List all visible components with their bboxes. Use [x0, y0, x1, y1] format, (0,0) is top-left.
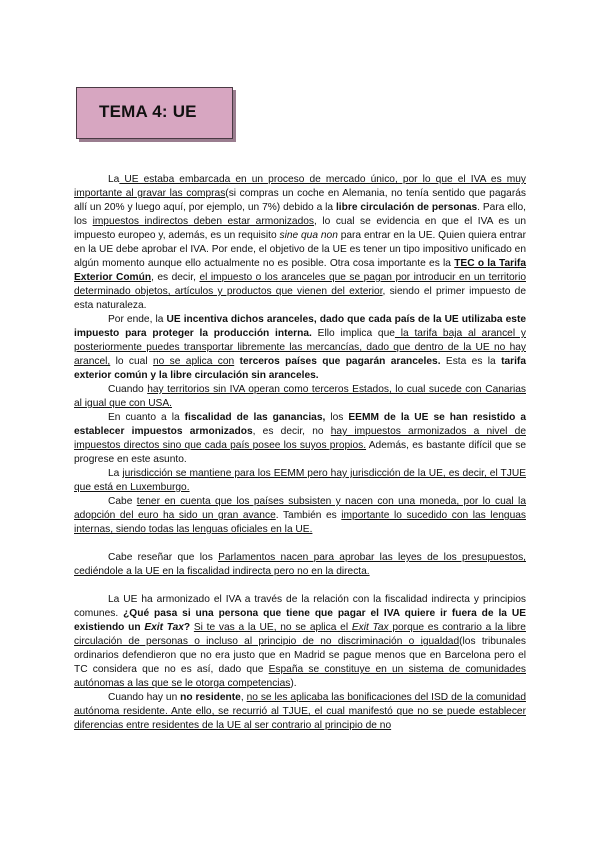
- body-text: [74, 173, 526, 733]
- text-run: La UE ha armonizado el IVA a través de la relación con la fiscalidad indirecta y principios comunes.: [74, 594, 526, 619]
- page-title: TEMA 4: UE: [99, 102, 197, 121]
- text-run: Además, es bastante difícil que se progrese en este asunto.: [74, 440, 527, 465]
- text-run: Cuando: [108, 384, 148, 395]
- paragraph-8: [74, 593, 526, 691]
- text-run: los: [325, 412, 349, 423]
- text-run: ).: [290, 678, 297, 689]
- text-run: En cuanto a la: [108, 412, 185, 423]
- text-run: Parlamentos nacen para aprobar las leyes de los presupuestos, cediéndole a la UE en la fiscalidad indirecta pero no en la directa.: [74, 552, 526, 577]
- text-run: libre circulación de personas: [335, 202, 478, 213]
- text-run: ?: [183, 622, 191, 633]
- text-run: Ello implica que: [311, 328, 395, 339]
- paragraph-2: [74, 313, 526, 383]
- text-run: . También es: [275, 510, 342, 521]
- text-run: EEMM de la UE se han resistido a establecer impuestos armonizados: [74, 412, 527, 437]
- text-run: , siendo el primer impuesto de esta naturaleza.: [74, 286, 527, 311]
- text-run: no residente: [180, 692, 241, 703]
- text-run: La: [108, 468, 123, 479]
- paragraph-1: [74, 173, 526, 313]
- title-box: [76, 87, 233, 139]
- paragraph-9: [74, 691, 526, 733]
- text-run: Cuando hay un: [108, 692, 181, 703]
- text-run: no se aplica con: [152, 356, 235, 367]
- text-run: tener en cuenta que los países subsisten y nacen con una moneda, por lo cual la adopción del euro ha sido un gran avance: [74, 496, 526, 521]
- text-run: TEC o la Tarifa Exterior Común: [74, 258, 526, 283]
- text-run: sine qua non: [279, 230, 338, 241]
- text-run: Si te vas a la UE, no se aplica el: [193, 622, 352, 633]
- text-run: Por ende, la: [108, 314, 167, 325]
- text-run: UE estaba embarcada en un proceso de mercado único, por lo que el IVA es muy importante al gravar las compras: [74, 174, 526, 199]
- text-run: lo cual: [110, 356, 153, 367]
- text-run: para entrar en la UE. Quien quiera entrar en la UE debe aprobar el IVA. Por ende, el objetivo de la UE es tener un tipo impositivo unificado en algún momento aunque ello actualmente no es posible. Otra cosa importante es la: [74, 230, 526, 269]
- paragraph-7: [74, 551, 526, 579]
- text-run: ¿Qué pasa si una persona que tiene que pagar el IVA quiere ir fuera de la UE existiendo un: [74, 608, 526, 633]
- text-run: terceros países que pagarán aranceles.: [239, 356, 441, 367]
- text-run: . Para ello, los: [74, 202, 526, 227]
- text-run: , lo cual se evidencia en que el IVA es un impuesto europeo y, además, es un requisito: [74, 216, 526, 241]
- text-run: España se constituye en un sistema de comunidades autónomas a las que se le otorga competencias: [74, 664, 526, 689]
- text-run: hay territorios sin IVA operan como terceros Estados, lo cual sucede con Canarias al igual que con USA.: [74, 384, 526, 409]
- text-run: la tarifa baja al arancel y posteriormente puedes transportar libremente las mercancías, dado que dentro de la UE no hay arancel,: [74, 328, 526, 367]
- text-run: (si compras un coche en Alemania, no tenía sentido que pagarás allí un 20% y luego aquí, por ejemplo, un 7%) debido a la: [74, 188, 526, 213]
- text-run: hay impuestos armonizados a nivel de impuestos directos sino que cada país posee los suyos propios.: [74, 426, 526, 451]
- text-run: jurisdicción se mantiene para los EEMM pero hay jurisdicción de la UE, es decir, el TJUE que está en Luxemburgo.: [74, 468, 526, 493]
- text-run: , es decir,: [151, 272, 200, 283]
- text-run: Exit Tax: [144, 622, 184, 633]
- text-run: Cabe: [108, 496, 137, 507]
- text-run: impuestos indirectos deben estar armonizados: [92, 216, 315, 227]
- paragraph-5: [74, 467, 526, 495]
- text-run: no se les aplicaba las bonificaciones del ISD de la comunidad autónoma residente. Ante ello, se recurrió al TJUE, el cual manifestó que no se puede establecer diferencias entre residentes de la UE al ser contrario al principio de no: [74, 692, 526, 731]
- text-run: Cabe reseñar que los: [108, 552, 219, 563]
- text-run: fiscalidad de las ganancias,: [184, 412, 326, 423]
- text-run: ,: [240, 692, 247, 703]
- text-run: (los tribunales ordinarios defendieron que no era justo que en Madrid se pague menos que en Barcelona pero el TC considera que no es así, dado que: [74, 636, 526, 675]
- text-run: Esta es la: [440, 356, 502, 367]
- paragraph-3: [74, 383, 526, 411]
- text-run: La: [108, 174, 120, 185]
- text-run: porque es contrario a la libre circulación de personas o incluso al principio de no discriminación o igualdad: [74, 622, 526, 647]
- text-run: UE incentiva dichos aranceles, dado que cada país de la UE utilizaba este impuesto para proteger la producción interna.: [74, 314, 526, 339]
- paragraph-4: [74, 411, 526, 467]
- paragraph-6: [74, 495, 526, 537]
- text-run: el impuesto o los aranceles que se pagan por introducir en un territorio determinado objetos, artículos y productos que vienen del exterior: [74, 272, 526, 297]
- text-run: importante lo sucedido con las lenguas internas, siendo todas las lenguas oficiales en la UE.: [74, 510, 526, 535]
- text-run: Exit Tax: [351, 622, 389, 633]
- text-run: , es decir, no: [252, 426, 331, 437]
- text-run: tarifa exterior común y la libre circulación sin aranceles.: [74, 356, 526, 381]
